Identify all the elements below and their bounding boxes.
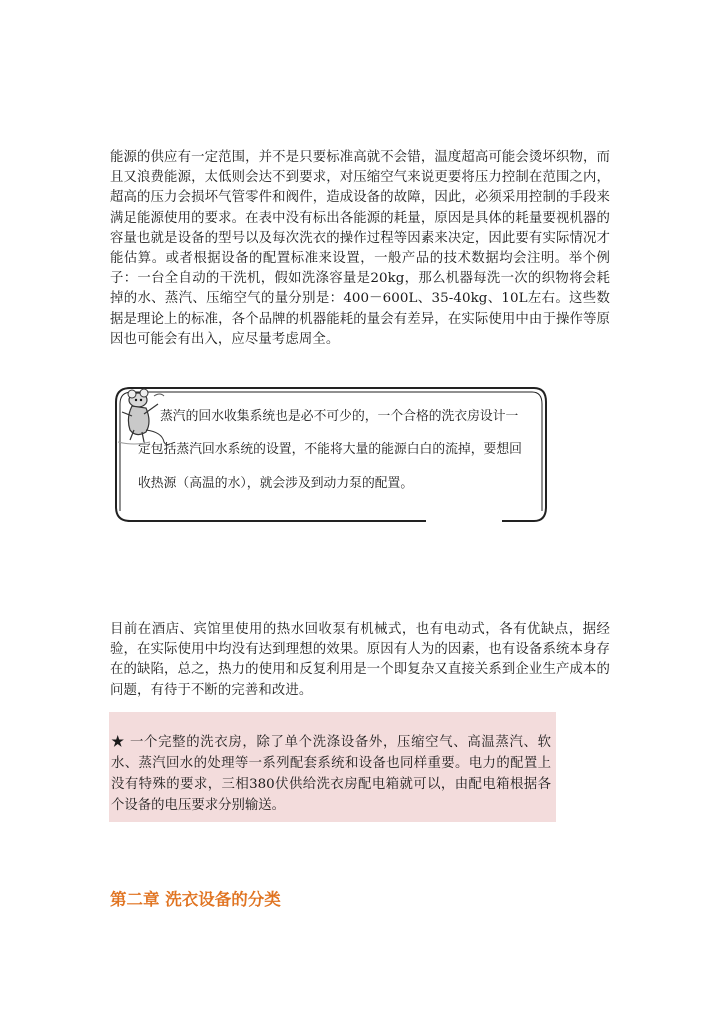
callout-line-2: 定包括蒸汽回水系统的设置，不能将大量的能源白白的流掉，要想回 <box>138 442 522 457</box>
callout-box <box>114 386 548 524</box>
note-box <box>109 712 556 822</box>
mouse-illustration <box>114 386 174 448</box>
chapter-heading: 第二章 洗衣设备的分类 <box>110 890 281 909</box>
callout-line-1: 蒸汽的回水收集系统也是必不可少的，一个合格的洗衣房设计一 <box>160 409 519 424</box>
body-paragraph-energy: 能源的供应有一定范围，并不是只要标准高就不会错，温度超高可能会烫坏织物，而且又浪费能源，太低则会达不到要求，对压缩空气来说更要将压力控制在范围之内，超高的压力会损坏气管零件和阀件，造成设备的故障，因此，必须采用控制的手段来满足能源使用的要求。在表中没有标出各能源的耗量，原因是具体的耗量要视机器的容量也就是设备的型号以及每次洗衣的操作过程等因素来决定，因此要有实际情况才能估算。或者根据设备的配置标准来设置，一般产品的技术数据均会注明。举个例子：一台全自动的干洗机，假如洗涤容量是20kg，那么机器每洗一次的织物将会耗掉的水、蒸汽、压缩空气的量分别是：400－600L、35-40kg、10L左右。这些数据是理论上的标准，各个品牌的机器能耗的量会有差异，在实际使用中由于操作等原因也可能会有出入，应尽量考虑周全。 <box>110 150 610 347</box>
body-paragraph-heat-recovery: 目前在酒店、宾馆里使用的热水回收泵有机械式，也有电动式，各有优缺点，据经验，在实际使用中均没有达到理想的效果。原因有人为的因素，也有设备系统本身存在的缺陷，总之，热力的使用和反复利用是一个即复杂又直接关系到企业生产成本的问题，有待于不断的完善和改进。 <box>110 622 610 698</box>
callout-line-3: 收热源（高温的水），就会涉及到动力泵的配置。 <box>138 476 414 491</box>
note-text: ★ 一个完整的洗衣房，除了单个洗涤设备外，压缩空气、高温蒸汽、软水、蒸汽回水的处理等一系列配套系统和设备也同样重要。电力的配置上没有特殊的要求，三相380伏供给洗衣房配电箱就可以，由配电箱根据各个设备的电压要求分别输送。 <box>111 735 551 813</box>
